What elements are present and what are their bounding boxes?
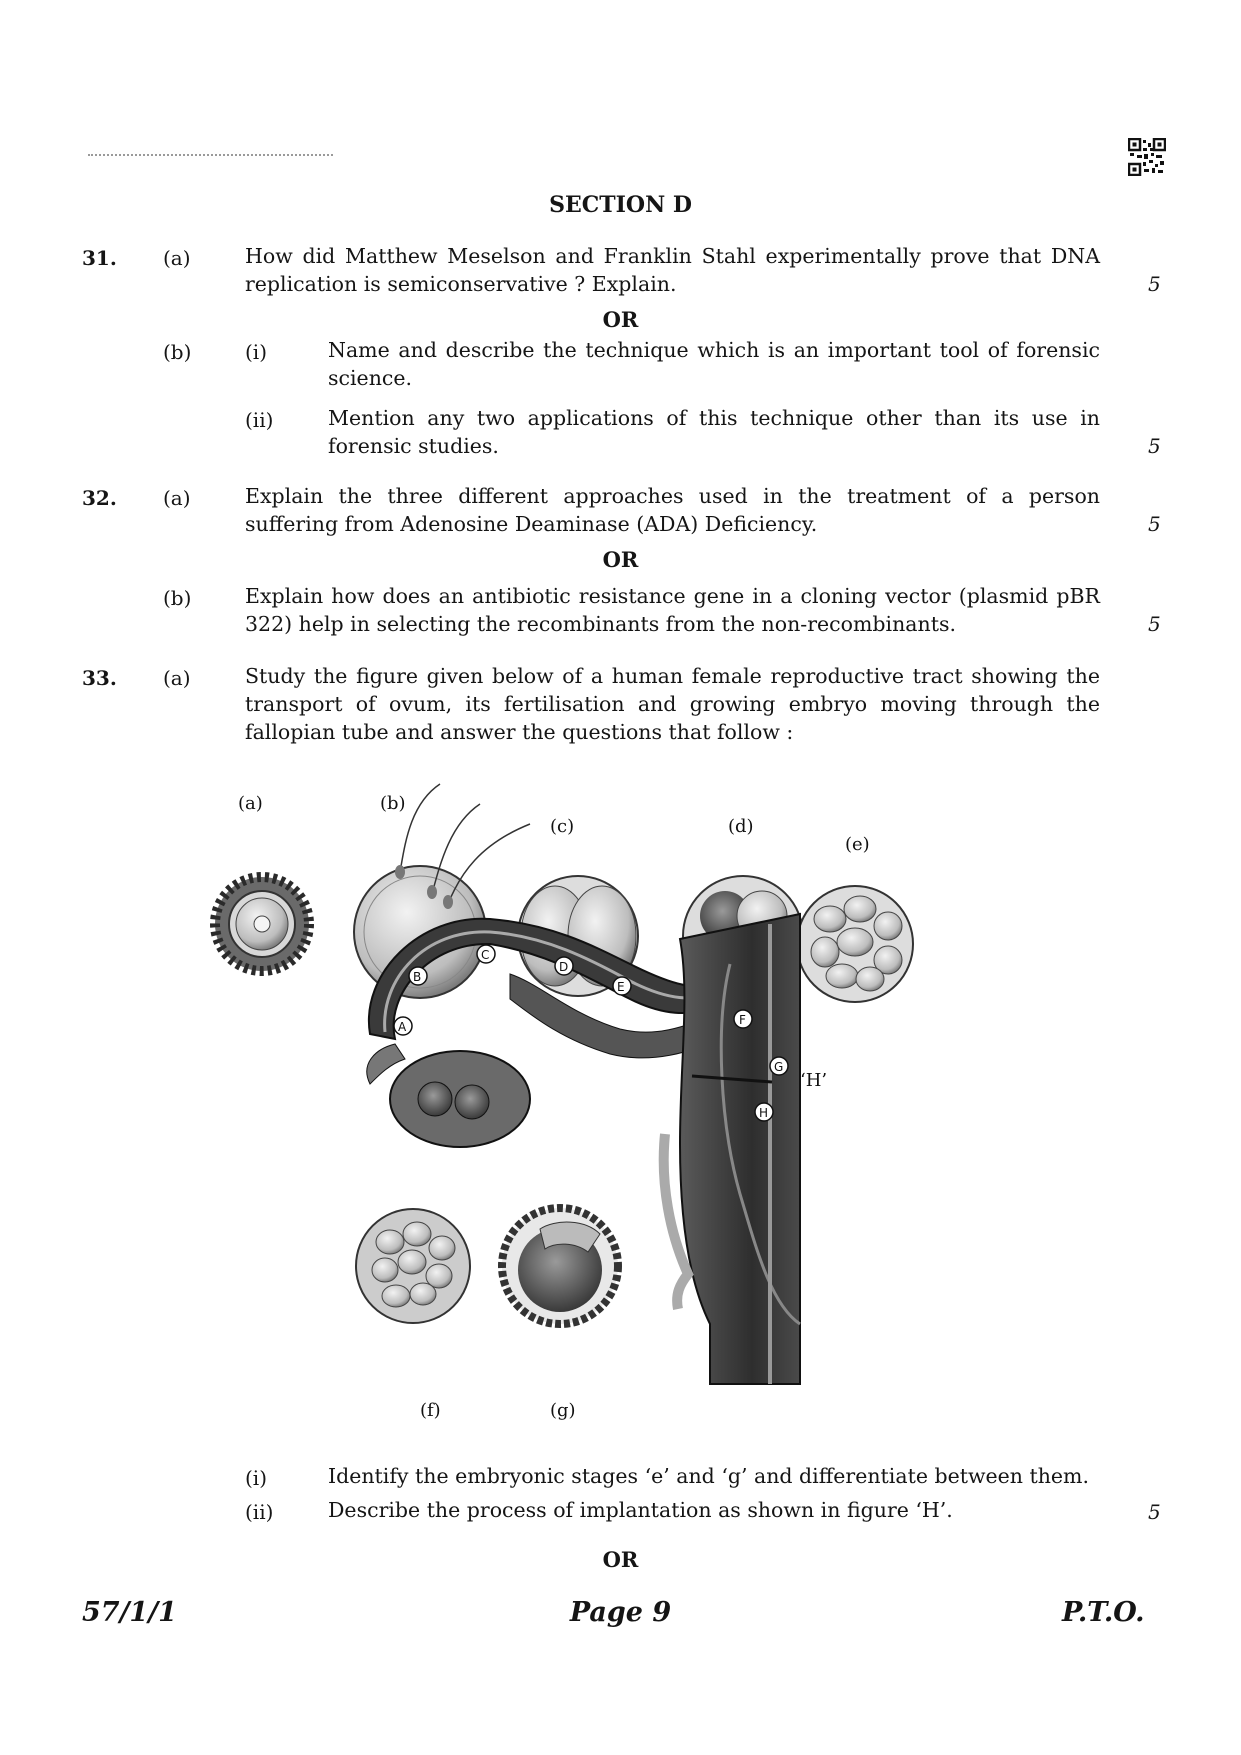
header-rule <box>88 154 333 156</box>
tract-label-a: A <box>398 1020 407 1034</box>
reproductive-tract-figure <box>210 764 930 1444</box>
tract-label-e: E <box>617 980 625 994</box>
question-text: Study the figure given below of a human female reproductive tract showing the transport of ovum, its fertilisation and growing embryo moving through the fallopian tube and answer the questions that follow : <box>245 664 1100 744</box>
subpart-label: (i) <box>245 1466 268 1490</box>
question-text: Explain how does an antibiotic resistance gene in a cloning vector (plasmid pBR 322) help in selecting the recombinants from the non-recombinants. <box>245 584 1100 636</box>
question-text: How did Matthew Meselson and Franklin Stahl experimentally prove that DNA replication is semiconservative ? Explain. <box>245 244 1100 296</box>
qr-code-icon <box>1128 138 1166 176</box>
stage-f-morula <box>356 1209 470 1323</box>
part-label: (a) <box>163 486 191 510</box>
or-divider: OR <box>602 547 639 572</box>
or-divider: OR <box>602 1547 639 1572</box>
stage-label: (b) <box>380 793 406 814</box>
callout-label: ‘H’ <box>800 1070 828 1091</box>
marks: 5 <box>1148 434 1161 458</box>
question-number: 32. <box>82 486 117 510</box>
marks: 5 <box>1148 512 1161 536</box>
paper-code: 57/1/1 <box>82 1597 177 1628</box>
subpart-label: (ii) <box>245 408 274 432</box>
tract-label-g: G <box>774 1060 784 1074</box>
question-text: Explain the three different approaches used in the treatment of a person suffering from Adenosine Deaminase (ADA) Deficiency. <box>245 484 1100 536</box>
tract-label-b: B <box>413 970 422 984</box>
stage-g-blastocyst <box>502 1208 618 1324</box>
part-label: (b) <box>163 340 192 364</box>
marks: 5 <box>1148 1500 1161 1524</box>
question-text: Name and describe the technique which is an important tool of forensic science. <box>328 338 1100 390</box>
tract-label-f: F <box>739 1013 746 1027</box>
stage-label: (e) <box>845 834 870 855</box>
stage-label: (f) <box>420 1400 441 1421</box>
question-text: Mention any two applications of this technique other than its use in forensic studies. <box>328 406 1100 458</box>
stage-e-morula <box>797 886 913 1002</box>
stage-b-fertilisation <box>354 784 530 998</box>
stage-label: (d) <box>728 816 754 837</box>
question-number: 33. <box>82 666 117 690</box>
question-text: Describe the process of implantation as shown in figure ‘H’. <box>328 1498 953 1522</box>
tract-label-d: D <box>559 960 569 974</box>
stage-label: (a) <box>238 793 263 814</box>
or-divider: OR <box>602 307 639 332</box>
question-text: Identify the embryonic stages ‘e’ and ‘g’ and differentiate between them. <box>328 1464 1090 1488</box>
tract-label-h: H <box>759 1106 769 1120</box>
question-number: 31. <box>82 246 117 270</box>
tract-label-c: C <box>481 948 490 962</box>
page-number: Page 9 <box>569 1597 672 1628</box>
marks: 5 <box>1148 612 1161 636</box>
section-title: SECTION D <box>549 192 692 218</box>
marks: 5 <box>1148 272 1161 296</box>
part-label: (a) <box>163 246 191 270</box>
subpart-label: (i) <box>245 340 268 364</box>
stage-label: (c) <box>550 816 575 837</box>
part-label: (b) <box>163 586 192 610</box>
subpart-label: (ii) <box>245 1500 274 1524</box>
stage-a-ovum <box>215 877 309 971</box>
pto-label: P.T.O. <box>1062 1597 1145 1628</box>
part-label: (a) <box>163 666 191 690</box>
stage-label: (g) <box>550 1400 576 1421</box>
